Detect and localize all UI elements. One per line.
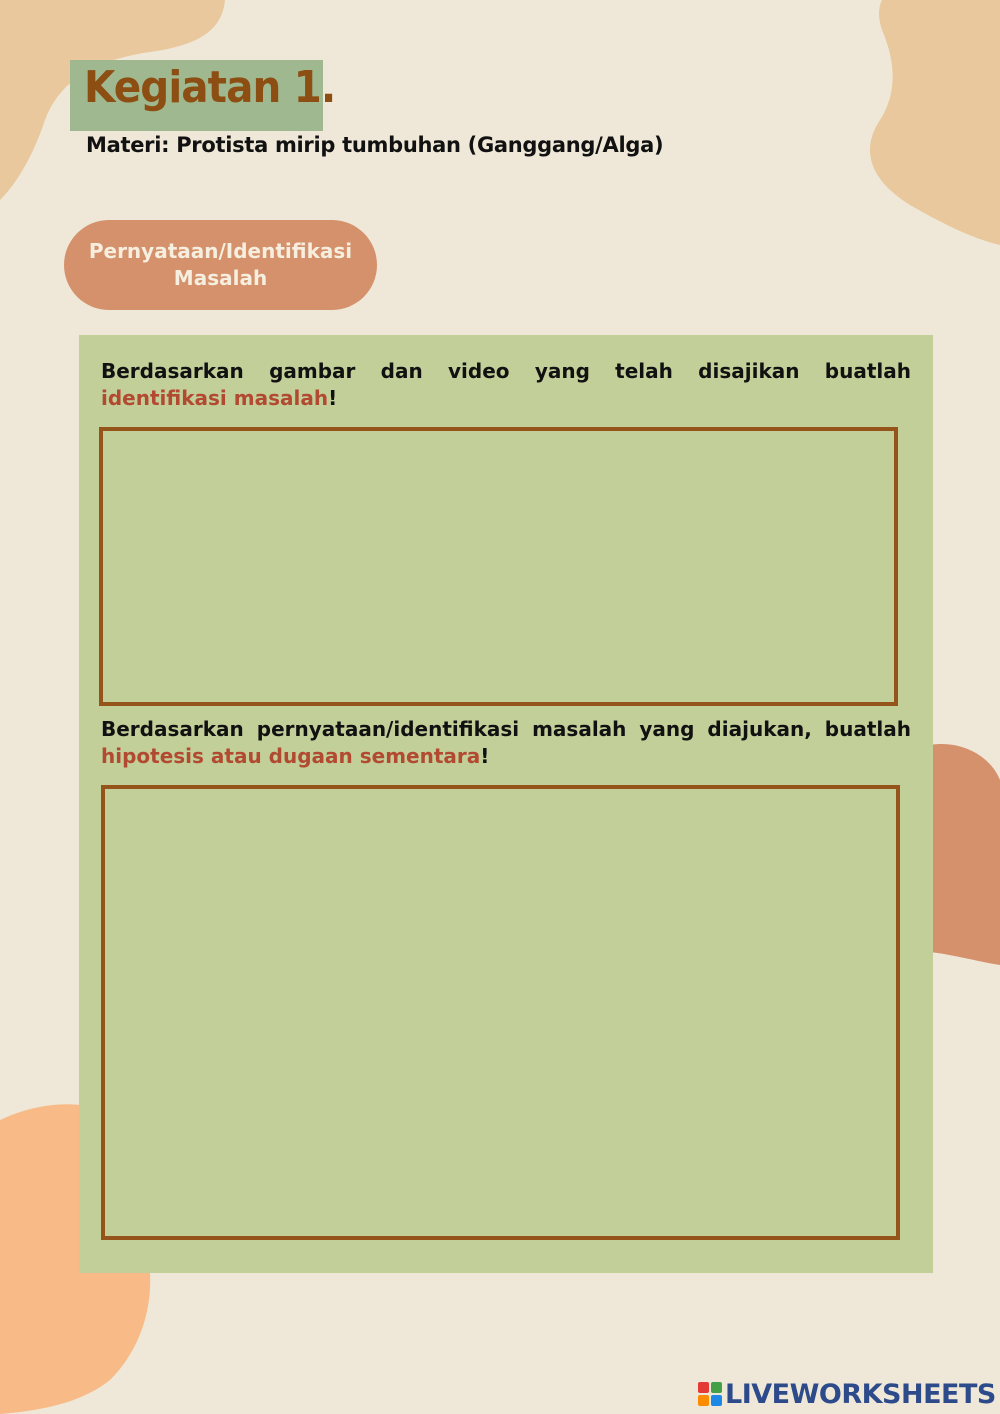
top-right-blob bbox=[860, 0, 1000, 250]
section-label-line2: Masalah bbox=[173, 266, 268, 290]
page-title: Kegiatan 1. bbox=[84, 62, 336, 113]
question-2-prompt bbox=[101, 716, 911, 770]
section-label-line1: Pernyataan/Identifikasi bbox=[88, 239, 353, 263]
liveworksheets-logo[interactable] bbox=[698, 1377, 996, 1411]
question-1-text: Berdasarkan gambar dan video yang telah disajikan buatlah bbox=[101, 359, 911, 383]
material-subtitle: Materi: Protista mirip tumbuhan (Ganggang/Alga) bbox=[86, 133, 664, 157]
answer-box-hipotesis[interactable] bbox=[101, 785, 900, 1240]
liveworksheets-logo-text: LIVEWORKSHEETS bbox=[725, 1378, 996, 1410]
question-1-end: ! bbox=[328, 386, 338, 410]
question-1-highlight: identifikasi masalah bbox=[101, 386, 329, 410]
question-2-text: Berdasarkan pernyataan/identifikasi masalah yang diajukan, buatlah bbox=[101, 717, 911, 741]
question-2-highlight: hipotesis atau dugaan sementara bbox=[101, 744, 481, 768]
section-label-pill bbox=[64, 220, 377, 310]
question-1-prompt bbox=[101, 358, 911, 412]
question-2-end: ! bbox=[480, 744, 490, 768]
answer-box-identifikasi[interactable] bbox=[99, 427, 898, 706]
right-middle-blob bbox=[930, 740, 1000, 970]
liveworksheets-logo-icon bbox=[698, 1382, 722, 1406]
